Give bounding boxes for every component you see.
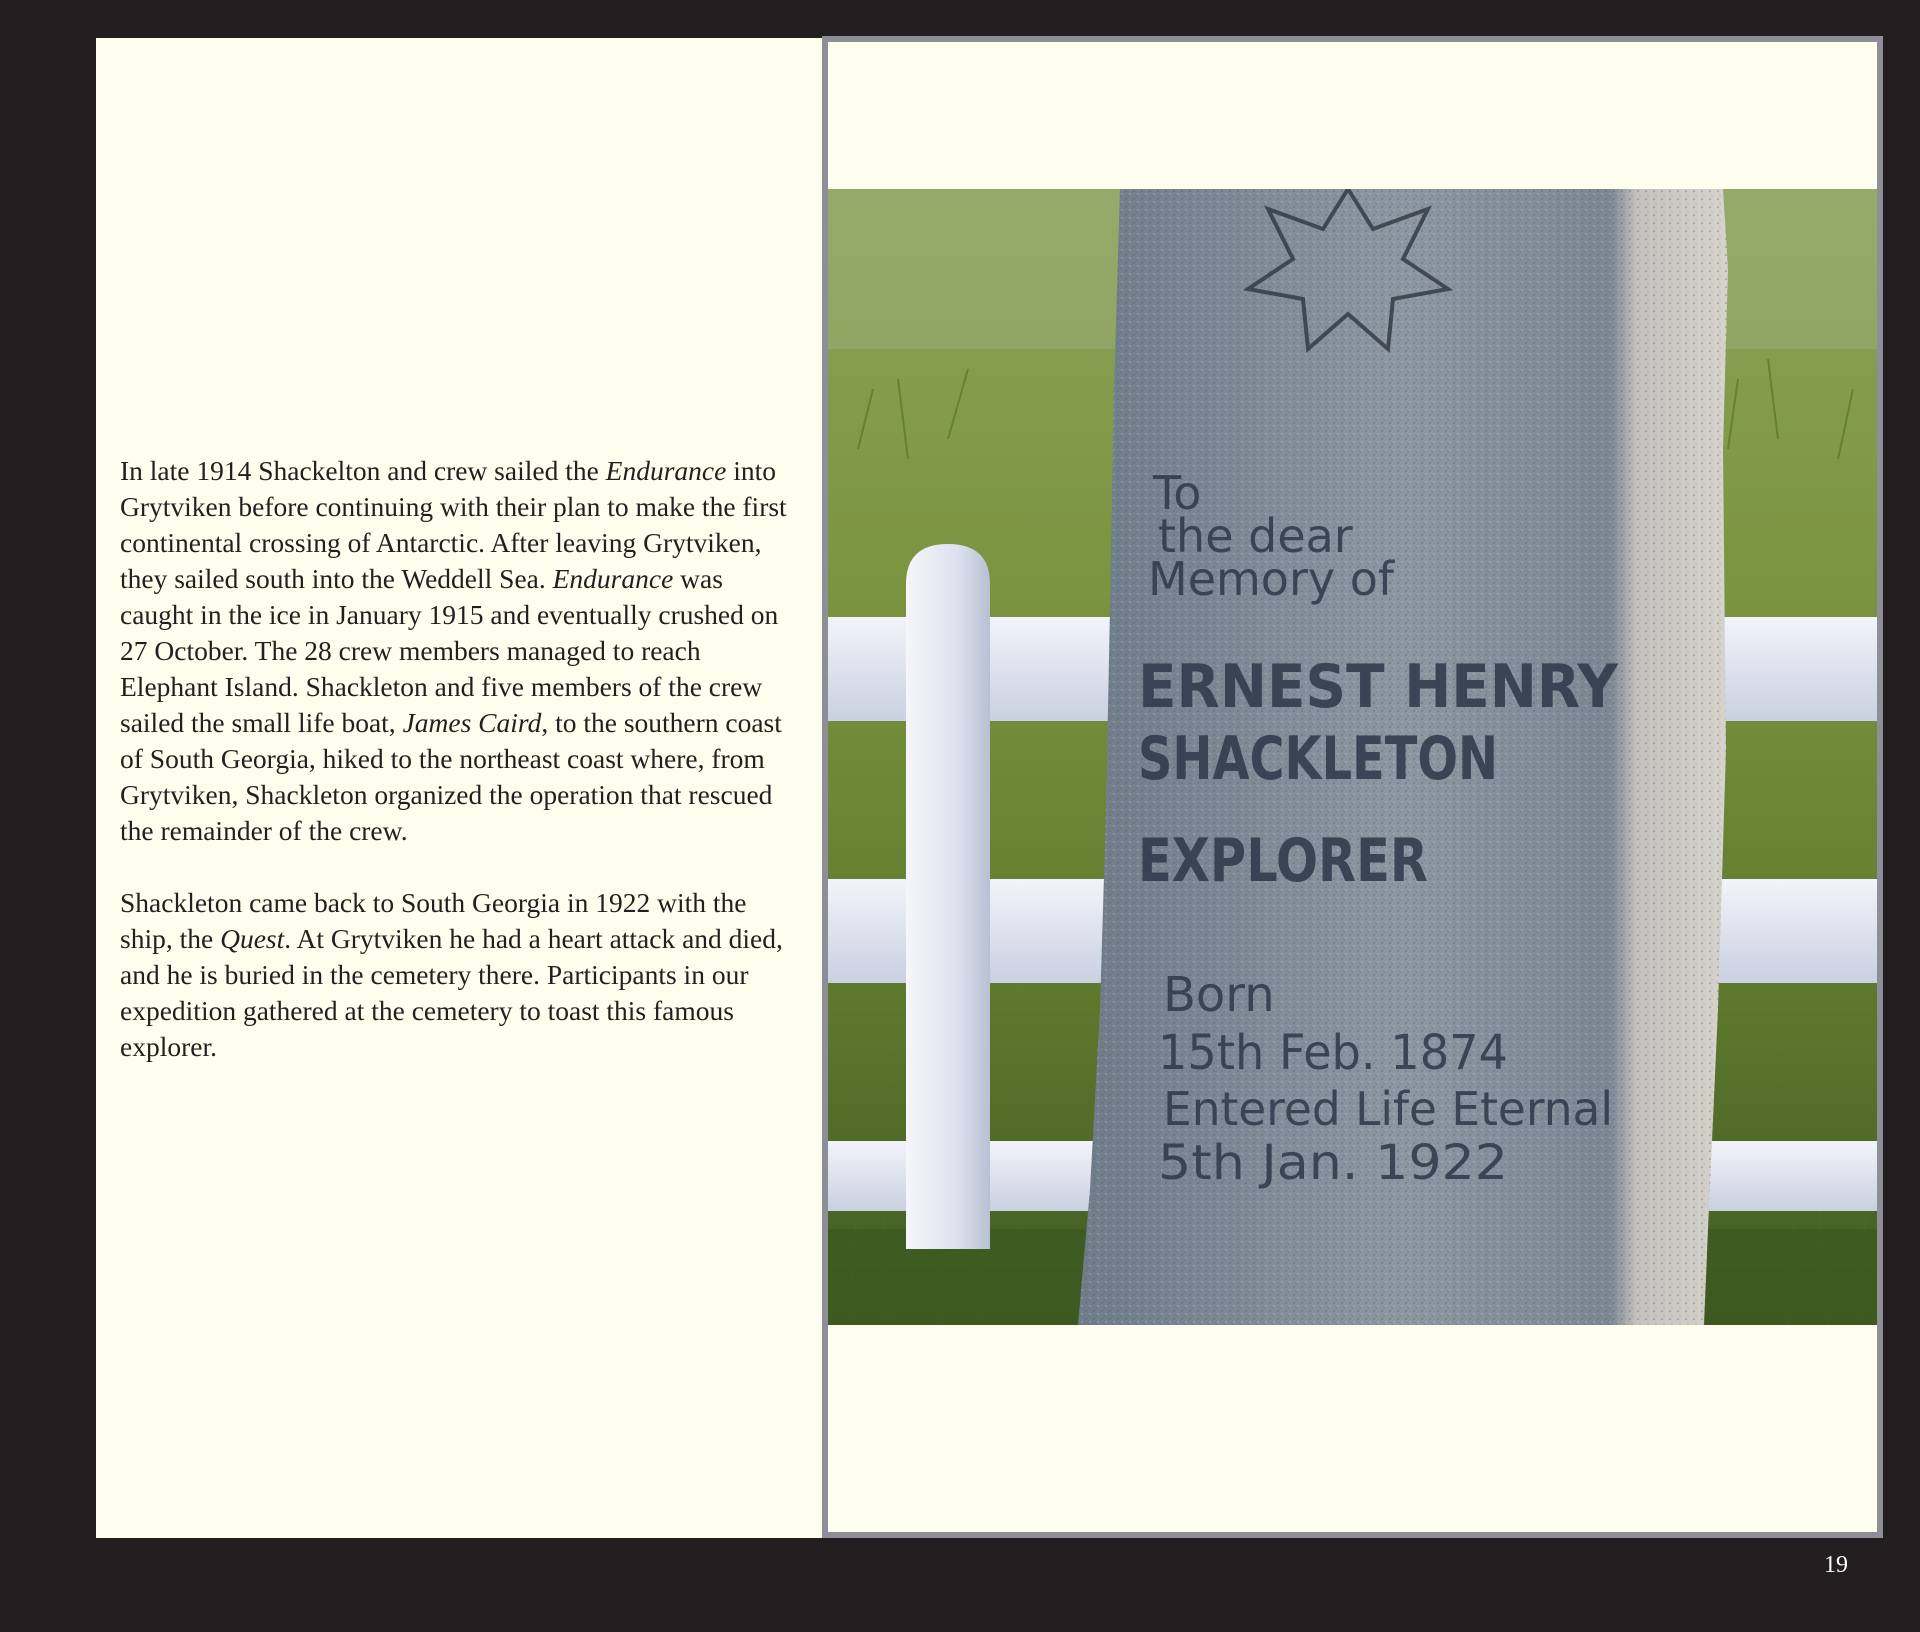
inscription-title: EXPLORER [1138, 826, 1428, 896]
text-segment: into Grytviken before continuing with their plan to make the first continental crossing of Antarctic. After leaving Grytviken, they sailed south into the Weddell Sea. [120, 455, 787, 594]
text-segment: was caught in the ice in January 1915 and eventually crushed on 27 October. The 28 crew members managed to reach Elephant Island. Shackleton and five members of the crew sailed the small life boat, [120, 563, 779, 738]
italic-title: Endurance [552, 563, 674, 594]
text-segment: In late 1914 Shackelton and crew sailed the [120, 455, 606, 486]
memorial-photo [828, 189, 1877, 1325]
italic-title: Endurance [605, 455, 727, 486]
inscription-line2: the dear [1158, 509, 1353, 563]
inscription-died-date: 5th Jan. 1922 [1158, 1135, 1508, 1191]
left-page [96, 38, 822, 1538]
italic-title: James Caird [402, 707, 542, 738]
inscription-born-date: 15th Feb. 1874 [1158, 1025, 1508, 1081]
inscription-line1: To [1153, 466, 1202, 520]
italic-title: Quest [220, 923, 285, 954]
body-text [120, 453, 800, 1101]
inscription-died-label: Entered Life Eternal [1163, 1082, 1613, 1136]
paragraph-2 [120, 885, 800, 1065]
photo-frame [822, 36, 1883, 1538]
inscription-name1: ERNEST HENRY [1138, 652, 1620, 722]
inscription-name2: SHACKLETON [1138, 724, 1498, 794]
text-segment: Shackleton came back to South Georgia in 1922 with the ship, the [120, 887, 747, 954]
inscription-line3: Memory of [1148, 552, 1395, 606]
inscription-born-label: Born [1163, 967, 1275, 1023]
page-number: 19 [1824, 1552, 1848, 1578]
paragraph-1 [120, 453, 800, 849]
text-segment: . At Grytviken he had a heart attack and died, and he is buried in the cemetery there. Participants in our expedition gathered at the cemetery to toast this famous explorer. [120, 923, 783, 1062]
text-segment: , to the southern coast of South Georgia, hiked to the northeast coast where, from Grytviken, Shackleton organized the operation that rescued the remainder of the crew. [120, 707, 782, 846]
